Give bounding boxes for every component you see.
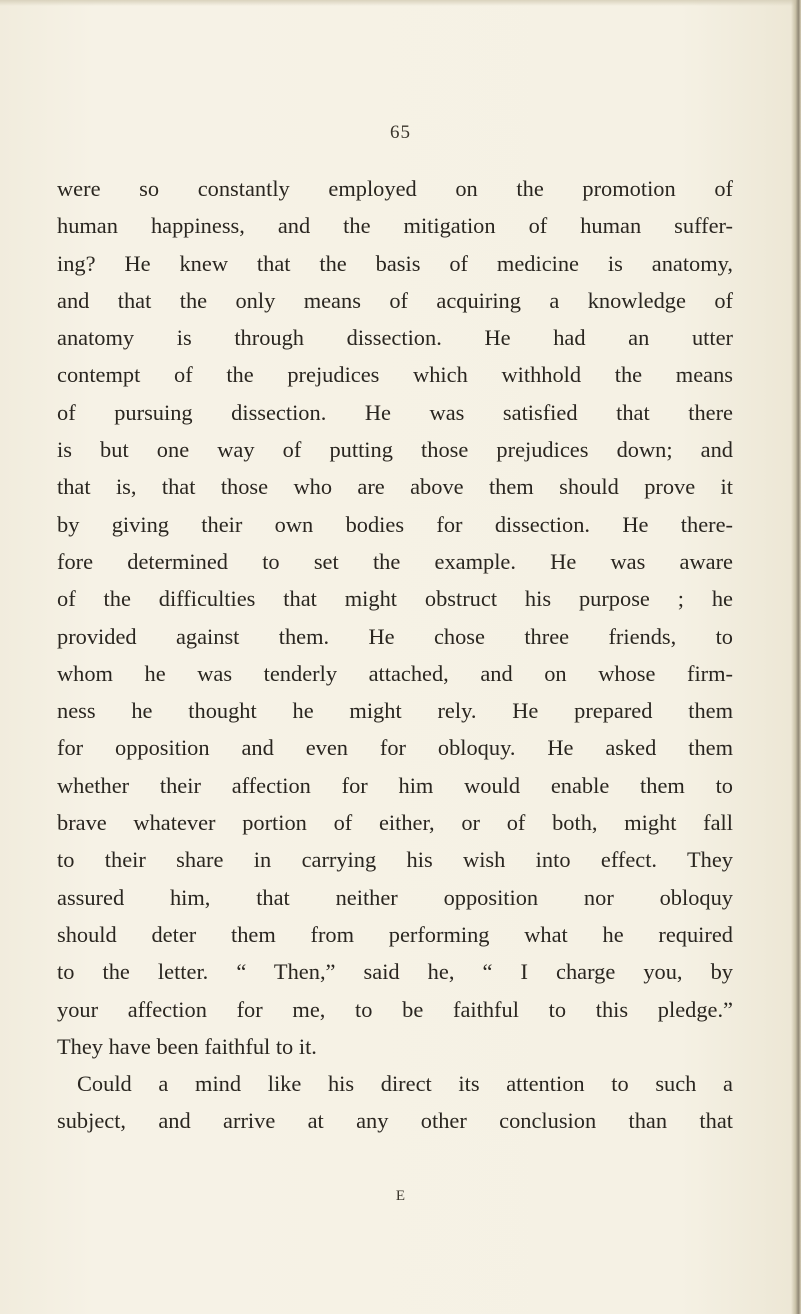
text-line: provided against them. He chose three friends, to [57,623,733,649]
text-line: contempt of the prejudices which withhold the means [57,362,733,388]
body-text [57,170,733,1140]
text-line: that is, that those who are above them should prove it [57,474,733,500]
text-line: brave whatever portion of either, or of both, might fall [57,810,733,836]
text-line: to their share in carrying his wish into effect. They [57,847,733,873]
text-line: of pursuing dissection. He was satisfied that there [57,399,733,425]
text-line: anatomy is through dissection. He had an utter [57,325,733,351]
text-line: your affection for me, to be faithful to this pledge.” [57,996,733,1022]
text-line: Could a mind like his direct its attention to such a [77,1071,733,1097]
text-line: for opposition and even for obloquy. He asked them [57,735,733,761]
text-line: should deter them from performing what he required [57,921,733,947]
text-line: whether their affection for him would enable them to [57,772,733,798]
signature-mark: E [395,1188,406,1204]
page-number: 65 [390,122,411,143]
text-line: is but one way of putting those prejudices down; and [57,437,733,463]
text-line: whom he was tenderly attached, and on whose firm- [57,660,733,686]
text-line: subject, and arrive at any other conclusion than that [57,1108,733,1134]
text-line: ness he thought he might rely. He prepared them [57,698,733,724]
text-line: and that the only means of acquiring a knowledge of [57,287,733,313]
text-line: ing? He knew that the basis of medicine is anatomy, [57,250,733,276]
text-line: They have been faithful to it. [57,1033,317,1059]
text-line: of the difficulties that might obstruct his purpose ; he [57,586,733,612]
text-line: human happiness, and the mitigation of human suffer- [57,213,733,239]
text-line: by giving their own bodies for dissection. He there- [57,511,733,537]
text-line: assured him, that neither opposition nor obloquy [57,884,733,910]
text-line: fore determined to set the example. He was aware [57,548,733,574]
text-line: to the letter. “ Then,” said he, “ I charge you, by [57,959,733,985]
text-line: were so constantly employed on the promotion of [57,176,733,201]
page-binding-edge [791,0,801,1314]
page-top-edge [0,0,801,6]
